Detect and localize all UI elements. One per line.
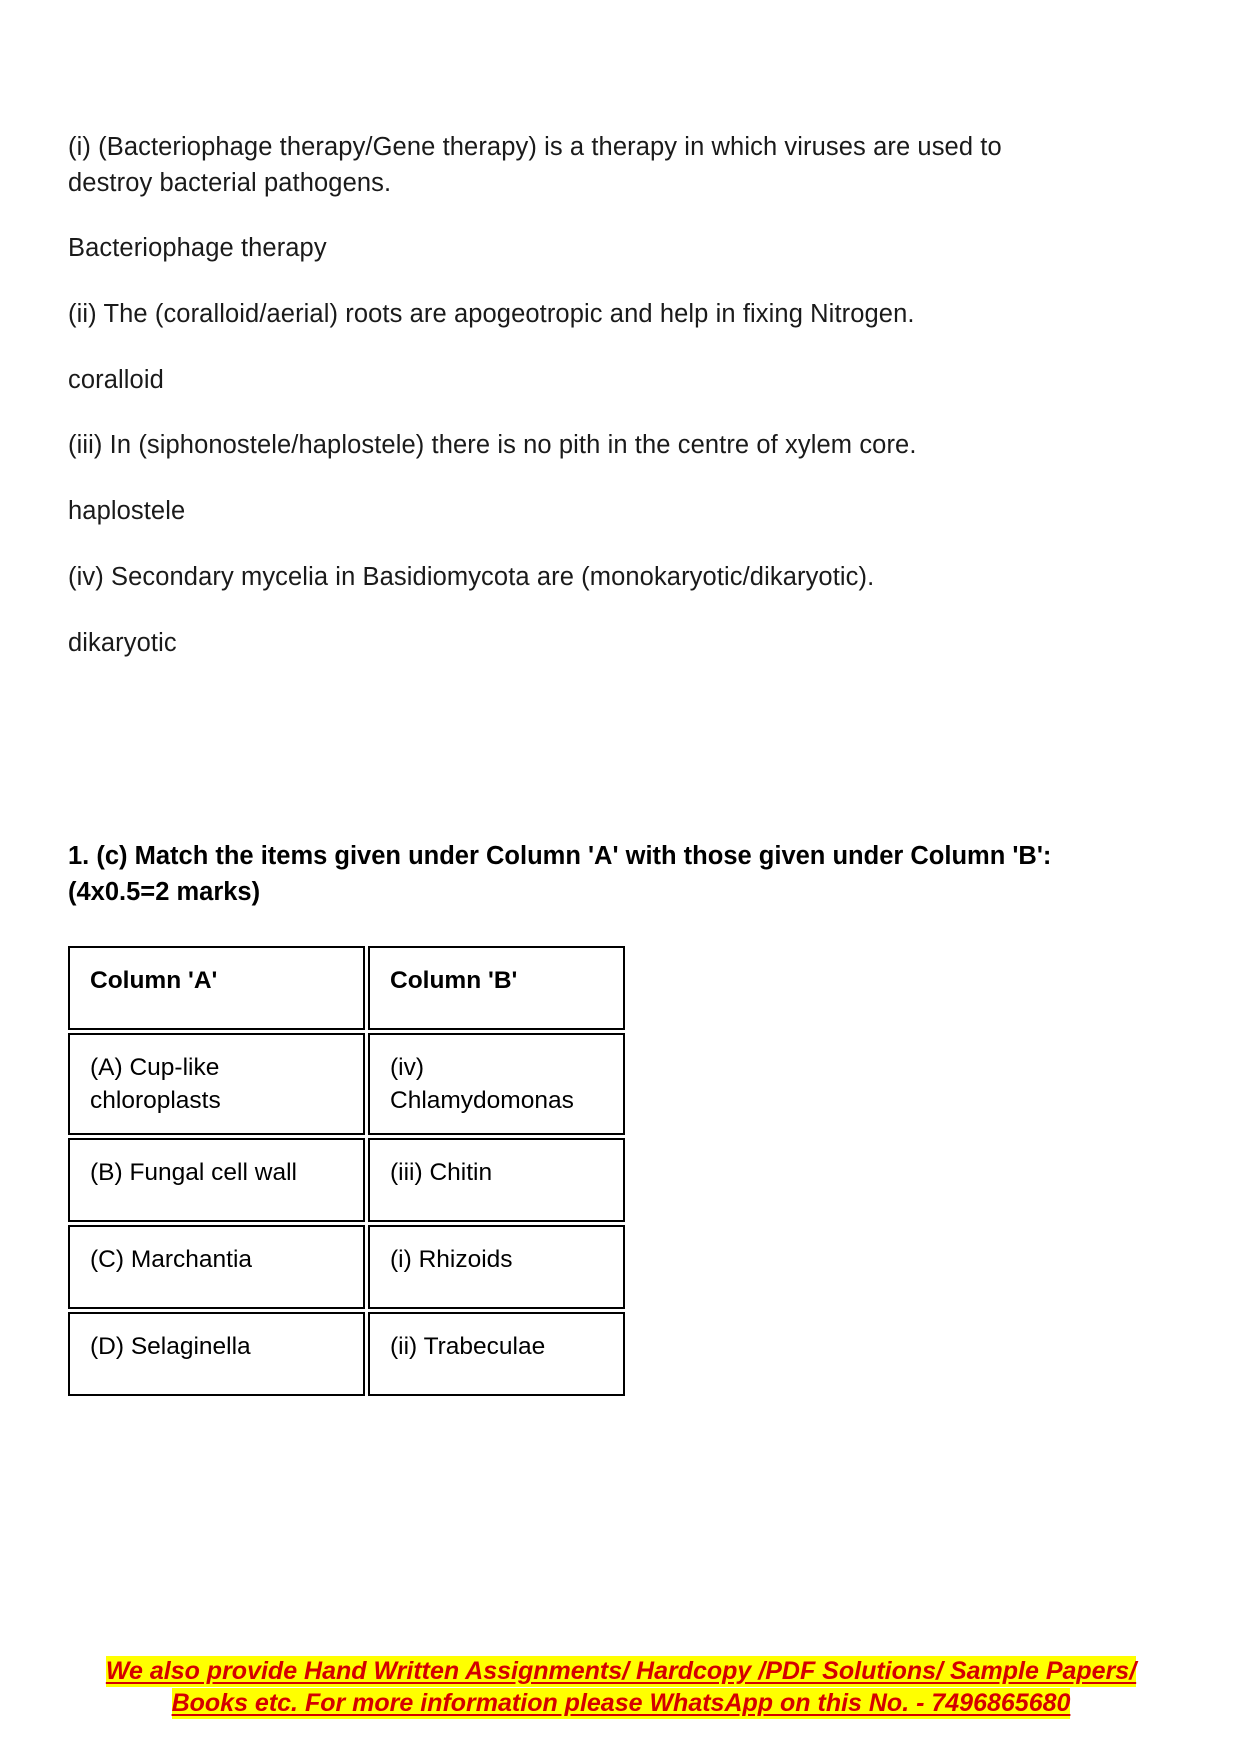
promo-footer-line-1 xyxy=(86,1655,1156,1687)
table-cell-a-1: (A) Cup-like chloroplasts xyxy=(68,1033,365,1135)
table-cell-b-2: (iii) Chitin xyxy=(368,1138,625,1222)
promo-footer-line-2 xyxy=(86,1687,1156,1719)
promo-footer-line-2-text: Books etc. For more information please WhatsApp on this No. - 7496865680 xyxy=(171,1689,1071,1717)
table-cell-b-4: (ii) Trabeculae xyxy=(368,1312,625,1396)
table-row xyxy=(68,1225,625,1309)
table-row xyxy=(68,1033,625,1135)
table-cell-b-1: (iv) Chlamydomonas xyxy=(368,1033,625,1135)
statement-question-3: (iii) In (siphonostele/haplostele) there is no pith in the centre of xylem core. xyxy=(68,431,917,460)
promo-footer-line-1-text: We also provide Hand Written Assignments/ Hardcopy /PDF Solutions/ Sample Papers/ xyxy=(105,1657,1137,1685)
table-row xyxy=(68,1312,625,1396)
statement-answer-1: Bacteriophage therapy xyxy=(68,234,327,263)
document-body xyxy=(68,130,1068,1399)
table-cell-a-4: (D) Selaginella xyxy=(68,1312,365,1396)
statement-answer-2: coralloid xyxy=(68,365,164,394)
match-section-heading: 1. (c) Match the items given under Column 'A' with those given under Column 'B': (4x0.5=2 marks) xyxy=(68,842,1052,906)
statement-answer-3: haplostele xyxy=(68,497,186,526)
section-spacer xyxy=(68,691,1068,839)
statement-answer-4: dikaryotic xyxy=(68,628,177,657)
table-header-column-a: Column 'A' xyxy=(68,946,365,1030)
match-columns-table xyxy=(65,943,628,1399)
table-header-row xyxy=(68,946,625,1030)
promo-footer-banner xyxy=(86,1655,1156,1719)
statement-question-1: (i) (Bacteriophage therapy/Gene therapy) is a therapy in which viruses are used to destroy bacterial pathogens. xyxy=(68,133,1002,197)
statement-question-4: (iv) Secondary mycelia in Basidiomycota are (monokaryotic/dikaryotic). xyxy=(68,562,875,591)
table-cell-a-2: (B) Fungal cell wall xyxy=(68,1138,365,1222)
statement-question-2: (ii) The (coralloid/aerial) roots are apogeotropic and help in fixing Nitrogen. xyxy=(68,300,915,329)
table-header-column-b: Column 'B' xyxy=(368,946,625,1030)
table-cell-a-3: (C) Marchantia xyxy=(68,1225,365,1309)
table-cell-b-3: (i) Rhizoids xyxy=(368,1225,625,1309)
table-row xyxy=(68,1138,625,1222)
